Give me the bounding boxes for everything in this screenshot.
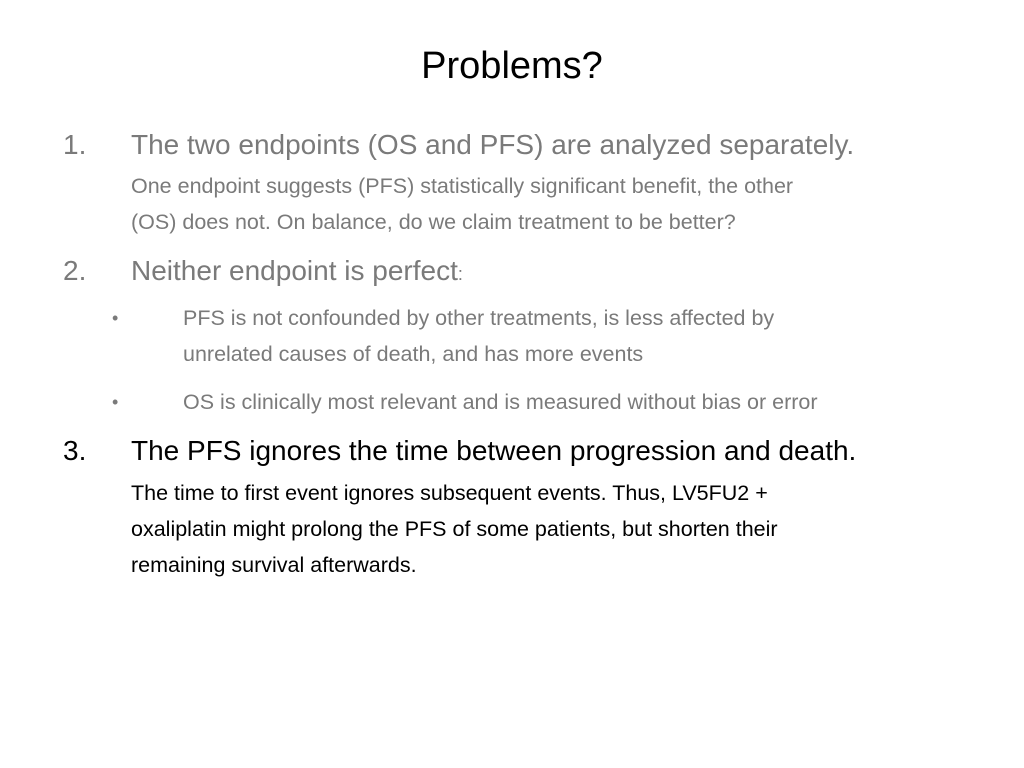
- detail-line: One endpoint suggests (PFS) statistically significant benefit, the other: [131, 174, 794, 198]
- detail-line: remaining survival afterwards.: [131, 553, 417, 577]
- bullet-line: unrelated causes of death, and has more events: [183, 342, 644, 366]
- item-heading: The PFS ignores the time between progression and death.: [131, 435, 857, 466]
- item-detail: [131, 475, 961, 583]
- item-heading-suffix: :: [457, 264, 463, 284]
- item-number: 2.: [63, 255, 87, 286]
- item-heading-text: Neither endpoint is perfect: [131, 255, 458, 286]
- detail-line: (OS) does not. On balance, do we claim treatment to be better?: [131, 210, 736, 234]
- bullet-icon: •: [112, 392, 119, 412]
- detail-line: The time to first event ignores subsequent events. Thus, LV5FU2 +: [131, 481, 768, 505]
- bullet-text: [183, 300, 774, 372]
- bullet-line: PFS is not confounded by other treatments, is less affected by: [183, 306, 775, 330]
- item-heading: [131, 253, 463, 292]
- bullet-line: OS is clinically most relevant and is measured without bias or error: [183, 390, 818, 414]
- item-detail: [131, 168, 961, 240]
- item-number: 1.: [63, 129, 87, 160]
- item-number: 3.: [63, 435, 87, 466]
- bullet-text: [183, 384, 818, 420]
- bullet-icon: •: [112, 308, 119, 328]
- detail-line: oxaliplatin might prolong the PFS of some patients, but shorten their: [131, 517, 778, 541]
- slide-title: Problems?: [421, 45, 603, 87]
- item-heading: The two endpoints (OS and PFS) are analyzed separately.: [131, 129, 855, 160]
